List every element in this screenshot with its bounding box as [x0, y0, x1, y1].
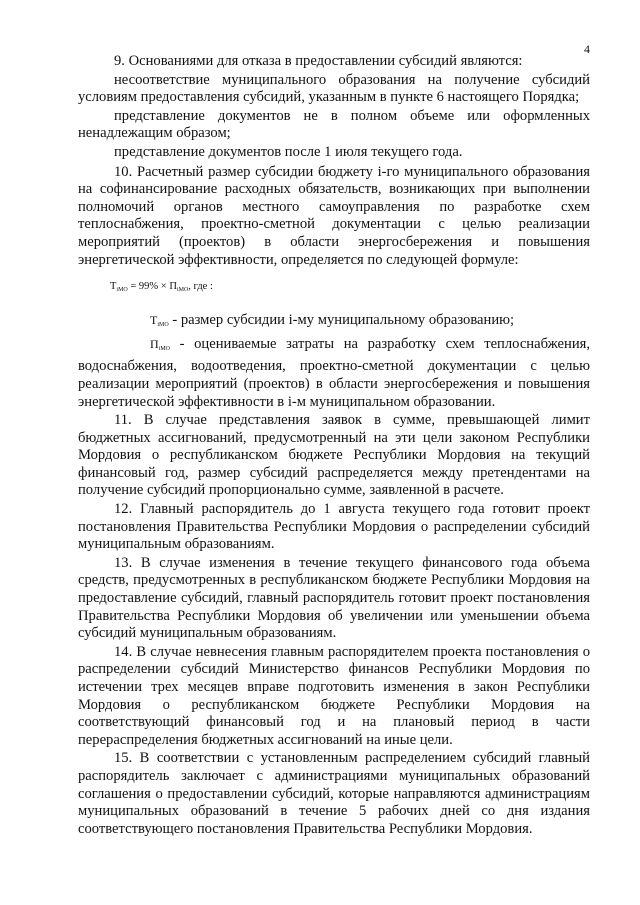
paragraph-9-item-2: представление документов не в полном объеме или оформленных ненадлежащим образом;: [78, 107, 590, 142]
paragraph-10: 10. Расчетный размер субсидии бюджету i-го муниципального образования на софинансирование расходных обязательств, возникающих при выполнении полномочий органов местного самоуправления по разработке схем теплоснабжения, проектно-сметной документации с целью реализации мероприятий (проектов) в области энергосбережения и повышения энергетической эффективности, определяется по следующей формуле:: [78, 163, 590, 268]
formula-symbol-t: T: [110, 281, 117, 293]
paragraph-15: 15. В соответствии с установленным распределением субсидий главный распорядитель заключает с администрациями муниципальных образований соглашения о предоставлении субсидий, которые направляются администрациям муниципальных образований в течение 5 рабочих дней со дня издания соответствующего постановления Правительства Республики Мордовия.: [78, 750, 590, 837]
page-number: 4: [584, 42, 590, 56]
paragraph-9-item-1: несоответствие муниципального образования на получение субсидий условиям предоставления субсидий, указанным в пункте 6 настоящего Порядка;: [78, 71, 590, 106]
paragraph-12: 12. Главный распорядитель до 1 августа текущего года готовит проект постановления Правительства Республики Мордовия о распределении субсидий муниципальным образованиям.: [78, 501, 590, 553]
definition-p-symbol: $П_{iMO}$: [150, 336, 171, 352]
document-body: [78, 53, 590, 838]
definition-t: [78, 312, 590, 335]
formula-where: , где :: [188, 281, 213, 293]
paragraph-11: 11. В случае представления заявок в сумме, превышающей лимит бюджетных ассигнований, предусмотренный на эти цели законом Республики Мордовия о республиканском бюджете Республики Мордовия на текущий финансовый год, размер субсидий распределяется между претендентами на получение субсидий пропорционально сумме, заявленной в расчете.: [78, 412, 590, 499]
paragraph-14: 14. В случае невнесения главным распорядителем проекта постановления о распределении субсидий Министерство финансов Республики Мордовия по истечении трех месяцев вправе подготовить изменения в закон Республики Мордовия о республиканском бюджете Республики Мордовия на соответствующий финансовый год и на плановый период в части перераспределения бюджетных ассигнований на иные цели.: [78, 643, 590, 748]
definition-t-symbol: $T_{iMO}$: [150, 313, 169, 329]
formula-equation: = 99% × П: [127, 281, 177, 293]
definition-p: [78, 336, 590, 411]
paragraph-9-title: 9. Основаниями для отказа в предоставлении субсидий являются:: [114, 53, 523, 69]
paragraph-9-item-3: представление документов после 1 июля текущего года.: [114, 143, 463, 160]
definition-p-text: - оцениваемые затраты на разработку схем теплоснабжения, водоснабжения, водоотведения, проектно-сметной документации с целью реализации мероприятий (проектов) в области энергосбережения и повышения энергетической эффективности в i-м муниципальном образовании.: [78, 335, 590, 410]
formula-subscript-t: iMO: [116, 287, 128, 294]
formula-subscript-p: iMO: [176, 287, 189, 294]
paragraph-13: 13. В случае изменения в течение текущего финансового года объема средств, предусмотренных в республиканском бюджете Республики Мордовия на предоставление субсидий, главный распорядитель готовит проект постановления Правительства Республики Мордовия об увеличении или уменьшении объема субсидий муниципальным образованиям.: [78, 554, 590, 642]
definition-t-text: - размер субсидии i-му муниципальному образованию;: [168, 312, 515, 329]
subsidy-formula: [110, 278, 590, 312]
